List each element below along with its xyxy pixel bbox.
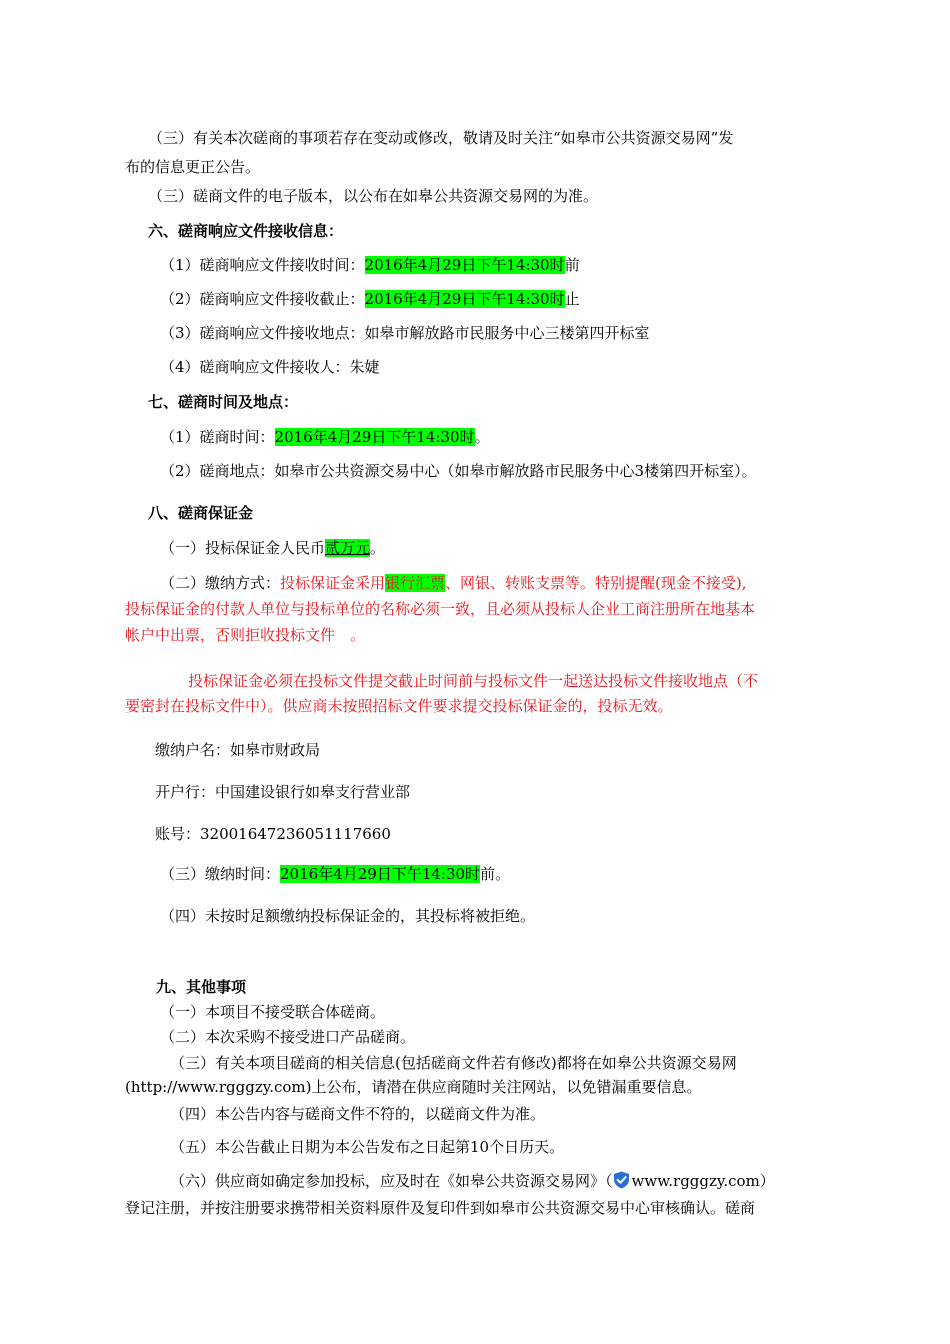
item-8-1-suffix: 。 <box>370 539 386 557</box>
para-deposit-note-2: 要密封在投标文件中）。供应商未按照招标文件要求提交投标保证金的，投标无效。 <box>125 697 673 715</box>
item-7-1-suffix: 。 <box>474 428 490 446</box>
item-8-4-date: 2016年4月29日下午14:30时 <box>280 865 481 883</box>
item-6-2-date: 2016年4月29日下午14:30时 <box>364 290 565 308</box>
item-6-2-label: （2）磋商响应文件接收截止： <box>160 290 365 308</box>
item-9-6-label: （六）供应商如确定参加投标，应及时在《如皋公共资源交易网》（ <box>170 1172 613 1190</box>
heading-section-9: 九、其他事项 <box>156 978 247 996</box>
item-8-4 <box>160 864 510 884</box>
item-8-4-label: （三）缴纳时间： <box>160 865 281 883</box>
item-9-4: （四）本公告内容与磋商文件不符的，以磋商文件为准。 <box>170 1105 546 1123</box>
item-7-1-label: （1）磋商时间： <box>160 428 275 446</box>
item-9-1: （一）本项目不接受联合体磋商。 <box>160 1003 386 1021</box>
item-7-1 <box>160 427 490 447</box>
para-electronic-version: （三）磋商文件的电子版本，以公布在如皋公共资源交易网的为准。 <box>148 187 599 205</box>
heading-section-8: 八、磋商保证金 <box>148 504 254 522</box>
item-9-6 <box>170 1171 775 1191</box>
item-8-2-cont-1: 投标保证金的付款人单位与投标单位的名称必须一致，且必须从投标人企业工商注册所在地基本 <box>125 600 756 618</box>
item-8-1-label: （一）投标保证金人民币 <box>160 539 326 557</box>
item-8-1 <box>160 538 385 558</box>
account-bank: 开户行：中国建设银行如皋支行营业部 <box>155 783 411 801</box>
item-8-5: （四）未按时足额缴纳投标保证金的，其投标将被拒绝。 <box>160 907 536 925</box>
para-notice-1-cont: 布的信息更正公告。 <box>125 158 261 176</box>
account-number: 账号：32001647236051117660 <box>155 825 391 843</box>
item-6-1-suffix: 前 <box>564 256 580 274</box>
shield-check-icon <box>613 1171 630 1189</box>
item-8-2-text-b: 、网银、转账支票等。特别提醒(现金不接受), <box>445 574 747 592</box>
item-8-2 <box>160 573 747 593</box>
item-9-6-url[interactable]: www.rgggzy.com） <box>631 1172 775 1190</box>
heading-section-6: 六、磋商响应文件接收信息： <box>148 222 344 240</box>
item-9-3-cont: (http://www.rgggzy.com)上公布，请潜在供应商随时关注网站，以免错漏重要信息。 <box>125 1078 702 1096</box>
item-8-2-bank-draft: 银行汇票 <box>385 574 446 592</box>
item-6-1 <box>160 255 580 275</box>
item-6-2 <box>160 289 580 309</box>
item-9-2: （二）本次采购不接受进口产品磋商。 <box>160 1028 416 1046</box>
item-9-6-cont: 登记注册，并按注册要求携带相关资料原件及复印件到如皋市公共资源交易中心审核确认。磋商 <box>125 1199 756 1217</box>
item-8-2-cont-2: 帐户中出票，否则拒收投标文件 。 <box>125 626 366 644</box>
account-name: 缴纳户名：如皋市财政局 <box>155 741 321 759</box>
item-7-2: （2）磋商地点：如皋市公共资源交易中心（如皋市解放路市民服务中心3楼第四开标室）。 <box>160 462 757 480</box>
para-notice-1: （三）有关本次磋商的事项若存在变动或修改，敬请及时关注“如皋市公共资源交易网”发 <box>148 129 734 147</box>
item-9-5: （五）本公告截止日期为本公告发布之日起第10个日历天。 <box>170 1138 565 1156</box>
item-6-3: （3）磋商响应文件接收地点：如皋市解放路市民服务中心三楼第四开标室 <box>160 324 650 342</box>
item-8-1-amount: 贰万元 <box>325 539 371 557</box>
item-8-4-suffix: 前。 <box>480 865 511 883</box>
para-deposit-note-1: 投标保证金必须在投标文件提交截止时间前与投标文件一起送达投标文件接收地点（不 <box>188 672 759 690</box>
item-6-1-label: （1）磋商响应文件接收时间： <box>160 256 365 274</box>
item-9-3: （三）有关本项目磋商的相关信息(包括磋商文件若有修改)都将在如皋公共资源交易网 <box>170 1054 737 1072</box>
item-7-1-date: 2016年4月29日下午14:30时 <box>274 428 475 446</box>
item-6-2-suffix: 止 <box>564 290 580 308</box>
heading-section-7: 七、磋商时间及地点： <box>148 393 299 411</box>
item-8-2-text-a: 投标保证金采用 <box>280 574 386 592</box>
item-6-4: （4）磋商响应文件接收人：朱婕 <box>160 358 380 376</box>
item-8-2-label: （二）缴纳方式： <box>160 574 281 592</box>
item-6-1-date: 2016年4月29日下午14:30时 <box>364 256 565 274</box>
